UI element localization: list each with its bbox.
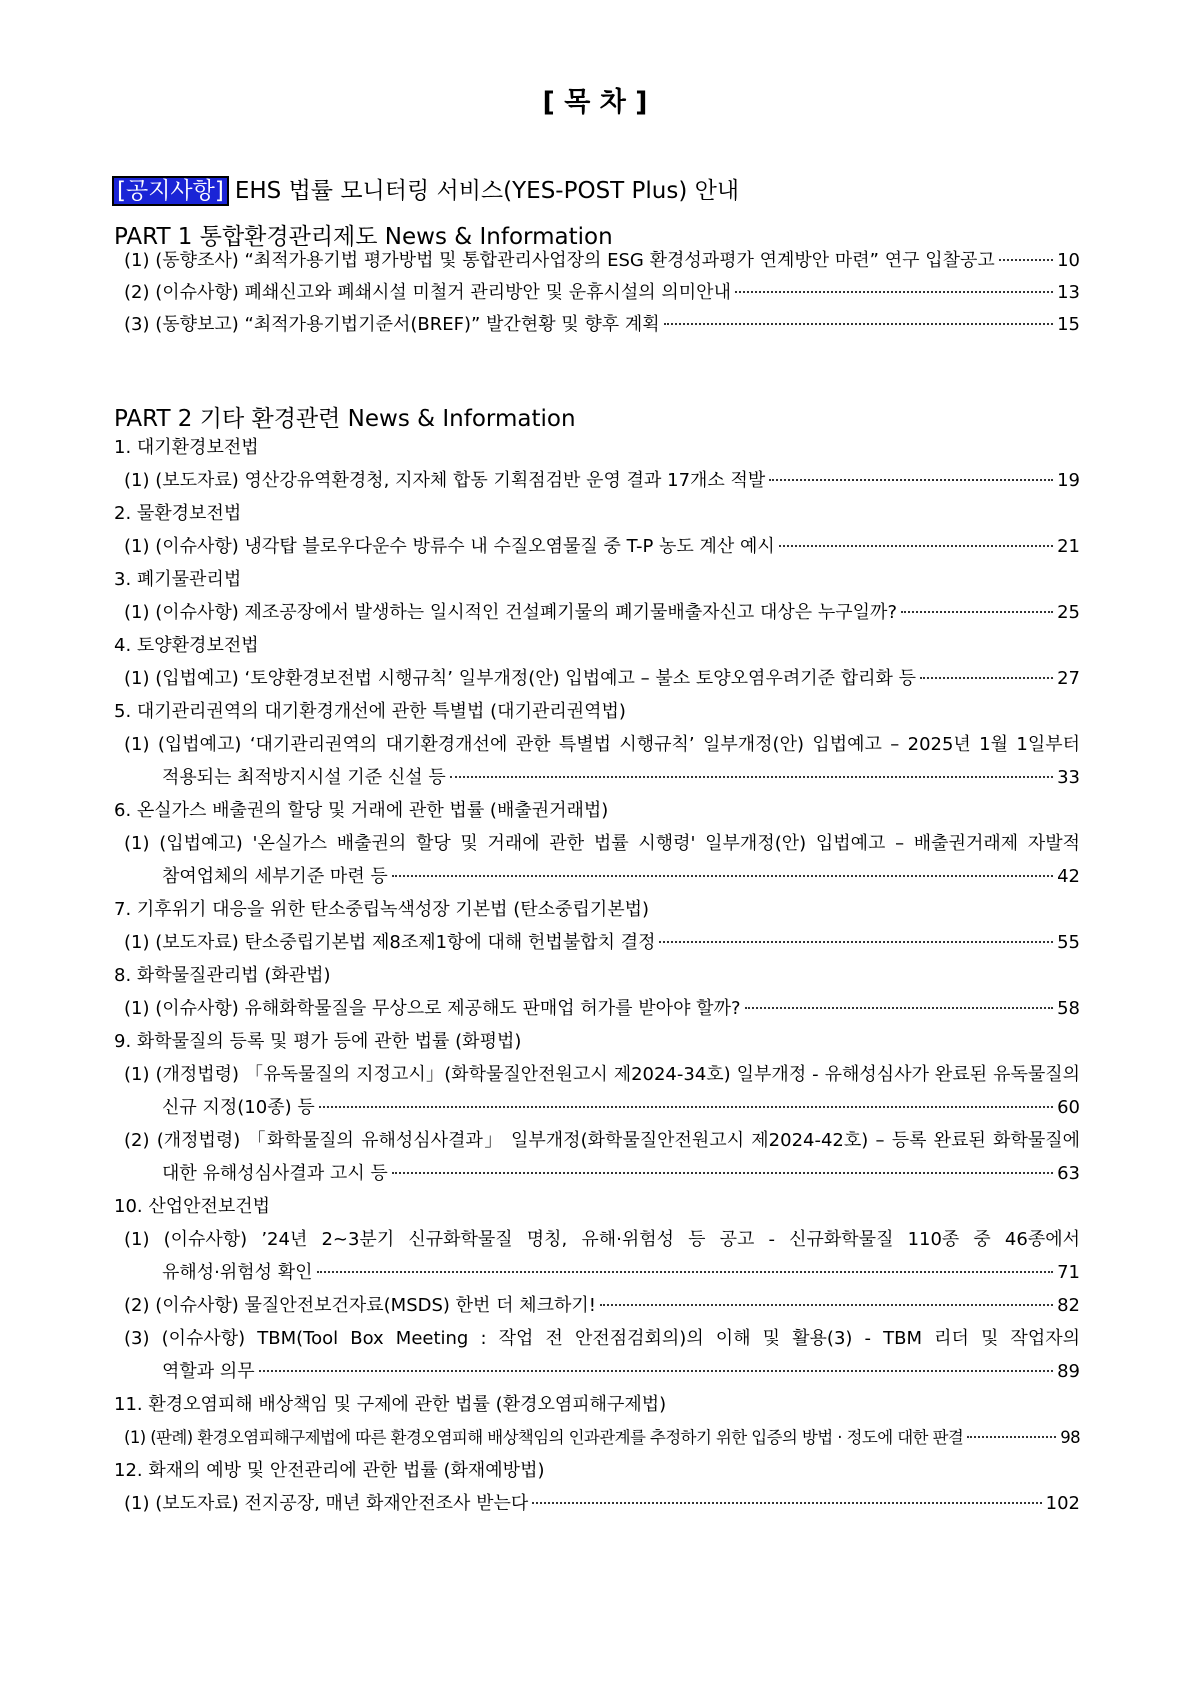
leader-dots <box>392 875 1053 877</box>
page-number: 19 <box>1057 470 1080 491</box>
section-heading: 2. 물환경보전법 <box>114 503 242 524</box>
toc-entry[interactable]: (2) (이슈사항) 폐쇄신고와 폐쇄시설 미철거 관리방안 및 운휴시설의 의미안내 13 <box>124 282 1080 303</box>
leader-dots <box>532 1502 1041 1504</box>
leader-dots <box>967 1436 1056 1438</box>
page-number: 42 <box>1057 866 1080 887</box>
page-number: 27 <box>1057 668 1080 689</box>
page-number: 58 <box>1057 998 1080 1019</box>
toc-entry-line2[interactable]: 대한 유해성심사결과 고시 등 63 <box>162 1163 1080 1184</box>
toc-entry-line1[interactable]: (1) (이슈사항) ’24년 2~3분기 신규화학물질 명칭, 유해·위험성 등 공고 - 신규화학물질 110종 중 46종에서 <box>124 1229 1080 1250</box>
page-number: 15 <box>1057 314 1080 335</box>
toc-entry[interactable]: (1) (보도자료) 전지공장, 매년 화재안전조사 받는다 102 <box>124 1493 1080 1514</box>
leader-dots <box>450 776 1053 778</box>
page-number: 10 <box>1057 250 1080 271</box>
toc-entry[interactable]: (2) (이슈사항) 물질안전보건자료(MSDS) 한번 더 체크하기! 82 <box>124 1295 1080 1316</box>
toc-entry-line2[interactable]: 참여업체의 세부기준 마련 등 42 <box>162 866 1080 887</box>
toc-entry[interactable]: (1) (이슈사항) 냉각탑 블로우다운수 방류수 내 수질오염물질 중 T-P 농도 계산 예시 21 <box>124 536 1080 557</box>
leader-dots <box>659 941 1053 943</box>
section-heading: 9. 화학물질의 등록 및 평가 등에 관한 법률 (화평법) <box>114 1031 522 1052</box>
toc-entry-line1[interactable]: (1) (입법예고) '온실가스 배출권의 할당 및 거래에 관한 법률 시행령' 일부개정(안) 입법예고 – 배출권거래제 자발적 <box>124 833 1080 854</box>
page-number: 13 <box>1057 282 1080 303</box>
toc-entry-line2[interactable]: 유해성·위험성 확인 71 <box>162 1262 1080 1283</box>
section-heading: 7. 기후위기 대응을 위한 탄소중립녹색성장 기본법 (탄소중립기본법) <box>114 899 650 920</box>
leader-dots <box>735 291 1053 293</box>
toc-entry-line1[interactable]: (3) (이슈사항) TBM(Tool Box Meeting : 작업 전 안전점검회의)의 이해 및 활용(3) - TBM 리더 및 작업자의 <box>124 1328 1080 1349</box>
page-number: 60 <box>1057 1097 1080 1118</box>
page-number: 21 <box>1057 536 1080 557</box>
leader-dots <box>317 1271 1054 1273</box>
leader-dots <box>920 677 1053 679</box>
section-heading: 6. 온실가스 배출권의 할당 및 거래에 관한 법률 (배출권거래법) <box>114 800 609 821</box>
toc-entry-line2[interactable]: 역할과 의무 89 <box>162 1361 1080 1382</box>
page-title: [ 목 차 ] <box>542 87 648 118</box>
leader-dots <box>779 545 1053 547</box>
section-heading: 12. 화재의 예방 및 안전관리에 관한 법률 (화재예방법) <box>114 1460 545 1481</box>
leader-dots <box>745 1007 1054 1009</box>
toc-entry-line2[interactable]: 적용되는 최적방지시설 기준 신설 등 33 <box>162 767 1080 788</box>
part1-title: PART 1 통합환경관리제도 News & Information <box>114 224 613 250</box>
toc-entry[interactable]: (1) (이슈사항) 유해화학물질을 무상으로 제공해도 판매업 허가를 받아야 할까? 58 <box>124 998 1080 1019</box>
notice-text: EHS 법률 모니터링 서비스(YES-POST Plus) 안내 <box>234 178 740 204</box>
section-heading: 8. 화학물질관리법 (화관법) <box>114 965 331 986</box>
toc-entry[interactable]: (1) (이슈사항) 제조공장에서 발생하는 일시적인 건설폐기물의 폐기물배출자신고 대상은 누구일까? 25 <box>124 602 1080 623</box>
leader-dots <box>259 1370 1053 1372</box>
section-heading: 4. 토양환경보전법 <box>114 635 259 656</box>
part2-title: PART 2 기타 환경관련 News & Information <box>114 406 576 432</box>
leader-dots <box>769 479 1053 481</box>
leader-dots <box>664 323 1053 325</box>
section-heading: 3. 폐기물관리법 <box>114 569 242 590</box>
toc-entry[interactable]: (1) (보도자료) 영산강유역환경청, 지자체 합동 기획점검반 운영 결과 17개소 적발 19 <box>124 470 1080 491</box>
page-number: 55 <box>1057 932 1080 953</box>
page-number: 63 <box>1057 1163 1080 1184</box>
toc-entry-line1[interactable]: (2) (개정법령) 「화학물질의 유해성심사결과」 일부개정(화학물질안전원고시 제2024-42호) – 등록 완료된 화학물질에 <box>124 1130 1080 1151</box>
section-heading: 1. 대기환경보전법 <box>114 437 259 458</box>
notice-line[interactable] <box>114 172 739 205</box>
page-number: 89 <box>1057 1361 1080 1382</box>
toc-entry[interactable]: (1) (동향조사) “최적가용기법 평가방법 및 통합관리사업장의 ESG 환경성과평가 연계방안 마련” 연구 입찰공고 10 <box>124 250 1080 271</box>
toc-entry-line1[interactable]: (1) (입법예고) ‘대기관리권역의 대기환경개선에 관한 특별법 시행규칙’ 일부개정(안) 입법예고 – 2025년 1월 1일부터 <box>124 734 1080 755</box>
leader-dots <box>319 1106 1053 1108</box>
toc-entry-line1[interactable]: (1) (개정법령) 「유독물질의 지정고시」(화학물질안전원고시 제2024-34호) 일부개정 - 유해성심사가 완료된 유독물질의 <box>124 1064 1080 1085</box>
notice-tag: [공지사항] <box>114 178 227 204</box>
page-number: 82 <box>1057 1295 1080 1316</box>
toc-entry[interactable]: (1) (판례) 환경오염피해구제법에 따른 환경오염피해 배상책임의 인과관계를 추정하기 위한 입증의 방법 · 정도에 대한 판결 98 <box>124 1428 1080 1447</box>
section-heading: 11. 환경오염피해 배상책임 및 구제에 관한 법률 (환경오염피해구제법) <box>114 1394 667 1415</box>
toc-entry[interactable]: (3) (동향보고) “최적가용기법기준서(BREF)” 발간현황 및 향후 계획 15 <box>124 314 1080 335</box>
leader-dots <box>392 1172 1053 1174</box>
page-number: 102 <box>1045 1493 1080 1514</box>
page-number: 71 <box>1057 1262 1080 1283</box>
leader-dots <box>999 259 1053 261</box>
section-heading: 5. 대기관리권역의 대기환경개선에 관한 특별법 (대기관리권역법) <box>114 701 626 722</box>
page-number: 25 <box>1057 602 1080 623</box>
page-number: 98 <box>1060 1428 1080 1447</box>
section-heading: 10. 산업안전보건법 <box>114 1196 271 1217</box>
toc-entry[interactable]: (1) (보도자료) 탄소중립기본법 제8조제1항에 대해 헌법불합치 결정 55 <box>124 932 1080 953</box>
toc-entry-line2[interactable]: 신규 지정(10종) 등 60 <box>162 1097 1080 1118</box>
leader-dots <box>901 611 1053 613</box>
leader-dots <box>600 1304 1053 1306</box>
page-number: 33 <box>1057 767 1080 788</box>
toc-entry[interactable]: (1) (입법예고) ‘토양환경보전법 시행규칙’ 일부개정(안) 입법예고 – 불소 토양오염우려기준 합리화 등 27 <box>124 668 1080 689</box>
